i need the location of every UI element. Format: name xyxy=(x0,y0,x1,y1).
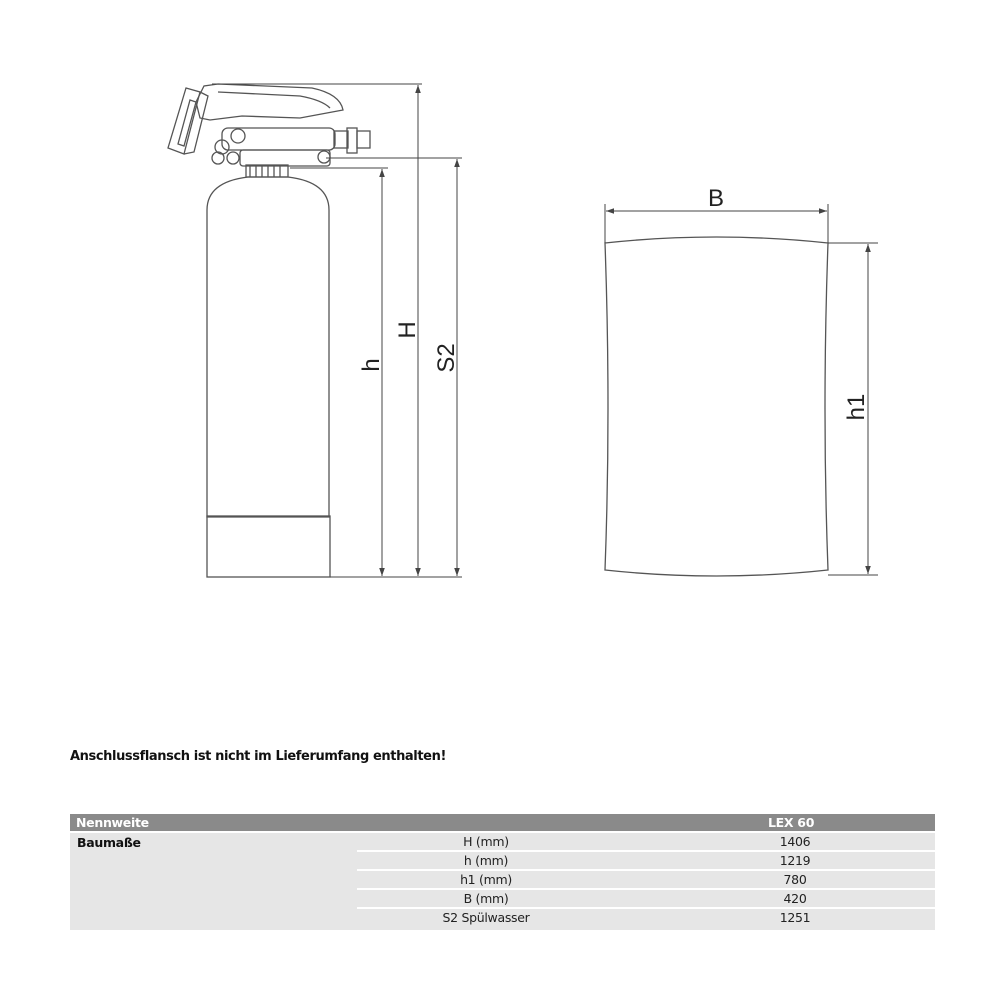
row-value: 780 xyxy=(783,872,807,887)
fitting-left xyxy=(231,129,245,143)
side-connection xyxy=(334,131,348,148)
table-body xyxy=(70,833,935,930)
dim-label-S2: S2 xyxy=(433,343,460,373)
row-value: 420 xyxy=(783,891,807,906)
dim-label-h1: h1 xyxy=(843,393,870,421)
table-row xyxy=(357,909,935,926)
group-label-dimensions: Baumaße xyxy=(77,835,141,850)
row-value: 1406 xyxy=(779,834,811,849)
valve-body xyxy=(222,128,335,150)
table-header xyxy=(70,814,935,831)
dimension-lines xyxy=(212,84,878,577)
row-label: S2 Spülwasser xyxy=(442,910,530,925)
brine-tank xyxy=(605,237,828,576)
dimensions-table xyxy=(70,814,935,930)
row-label: B (mm) xyxy=(463,891,509,906)
row-label: h (mm) xyxy=(463,853,509,868)
header-model: LEX 60 xyxy=(768,815,815,830)
table-row xyxy=(357,890,935,909)
row-label: H (mm) xyxy=(463,834,509,849)
header-nominal-size: Nennweite xyxy=(76,815,149,830)
scope-of-delivery-notice: Anschlussflansch ist nicht im Lieferumfang enthalten! xyxy=(70,749,446,764)
dim-label-H: H xyxy=(394,321,421,339)
row-label: h1 (mm) xyxy=(460,872,512,887)
row-value: 1219 xyxy=(779,853,811,868)
vessel-body xyxy=(207,177,329,517)
row-value: 1251 xyxy=(779,910,811,925)
valve-collar xyxy=(240,150,330,166)
table-row xyxy=(357,833,935,852)
tank-outline xyxy=(605,237,828,576)
vessel-base xyxy=(207,516,330,577)
vessel-neck xyxy=(246,165,288,177)
table-row xyxy=(357,871,935,890)
dim-label-B: B xyxy=(707,185,725,212)
dim-label-h: h xyxy=(358,358,385,372)
table-row xyxy=(357,852,935,871)
